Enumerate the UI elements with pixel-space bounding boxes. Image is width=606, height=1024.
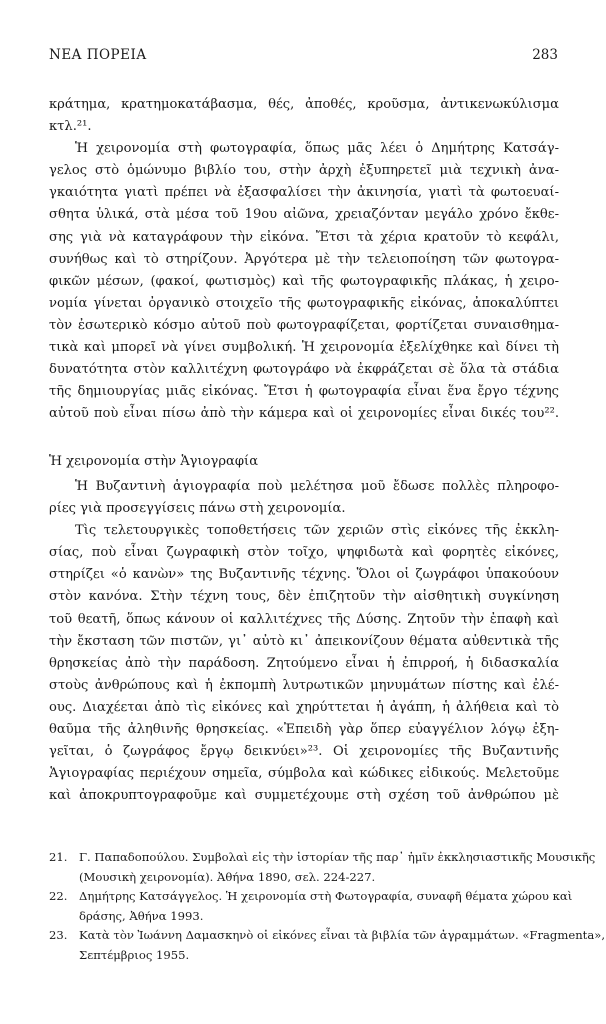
body-line: τῆς δημιουργίας μιᾶς εἰκόνας. Ἔτσι ἡ φωτογραφία εἶναι ἕνα ἔργο τέχνης <box>49 384 559 400</box>
body-line: ους. Διαχέεται ἀπὸ τὶς εἰκόνες καὶ χηρύττεται ἡ ἀγάπη, ἡ ἀλήθεια καὶ τὸ <box>49 699 559 715</box>
footnote-23 <box>49 926 606 965</box>
body-line: καὶ ἀποκρυπτογραφοῦμε καὶ συμμετέχουμε στὴ σχέση τοῦ ἀνθρώπου μὲ <box>49 788 559 804</box>
footnote-number: 23. <box>49 928 68 943</box>
footnote-text: δράσης, Ἀθήνα 1993. <box>79 908 204 923</box>
body-line: στηρίζει «ὁ κανὼν» της Βυζαντινῆς τέχνης. Ὅλοι οἱ ζωγράφοι ὑπακούουν <box>49 567 559 583</box>
running-title: ΝΕΑ ΠΟΡΕΙΑ <box>49 47 147 63</box>
body-line: Ἡ χειρονομία στὴ φωτογραφία, ὅπως μᾶς λέει ὁ Δημήτρης Κατσάγ- <box>75 141 559 157</box>
section-heading: Ἡ χειρονομία στὴν Ἁγιογραφία <box>49 454 259 469</box>
footnote-text: Κατὰ τὸν Ἰωάννη Δαμασκηνὸ οἱ εἰκόνες εἶναι τὰ βιβλία τῶν ἀγραμμάτων. «Fragmenta», <box>79 928 606 943</box>
body-line: τοῦ θεατῆ, ὅπως κάνουν οἱ καλλιτέχνες τῆς Δύσης. Ζητοῦν τὴν ἐπαφὴ καὶ <box>49 611 559 627</box>
body-line: θαῦμα τῆς ἀληθινῆς θρησκείας. «Ἐπειδὴ γὰρ ὅπερ εὐαγγέλιον λόγῳ ἐξη- <box>49 722 559 738</box>
body-line: φικῶν μέσων, (φακοί, φωτισμὸς) καὶ τῆς φωτογραφικῆς πλάκας, ἡ χειρο- <box>49 273 559 289</box>
body-line: τικὰ καὶ μπορεῖ νὰ γίνει συμβολική. Ἡ χειρονομία ἐξελίχθηκε καὶ δίνει τὴ <box>49 340 559 356</box>
body-text-block-2 <box>49 476 559 807</box>
footnotes <box>49 848 606 966</box>
body-line: σης γιὰ νὰ καταγράφουν τὴν εἰκόνα. Ἔτσι τὰ χέρια κρατοῦν τὸ κεφάλι, <box>49 229 559 245</box>
body-line: γελος στὸ ὁμώνυμο βιβλίο του, στὴν ἀρχὴ ἐξυπηρετεῖ μιὰ τεχνικὴ ἀνα- <box>49 163 559 179</box>
body-line: νομία γίνεται ὀργανικὸ στοιχεῖο τῆς φωτογραφικῆς εἰκόνας, ἀποκαλύπτει <box>49 295 559 311</box>
footnote-number: 22. <box>49 889 68 904</box>
body-line: δυνατότητα στὸν καλλιτέχνη φωτογράφο νὰ ἐκφράζεται σὲ ὅλα τὰ στάδια <box>49 362 559 378</box>
body-line: τὸν ἐσωτερικὸ κόσμο αὐτοῦ ποὺ φωτογραφίζεται, φορτίζεται συναισθημα- <box>49 317 559 333</box>
page-number: 283 <box>532 47 558 63</box>
body-line: Τὶς τελετουργικὲς τοποθετήσεις τῶν χεριῶν στὶς εἰκόνες τῆς ἐκκλη- <box>75 523 559 539</box>
body-line: σθητα ὑλικά, στὰ μέσα τοῦ 19ου αἰῶνα, χρειαζόνταν μεγάλο χρόνο ἔκθε- <box>49 207 559 223</box>
footnote-21 <box>49 848 596 887</box>
body-line: γεῖται, ὁ ζωγράφος ἔργῳ δεικνύει»²³. Οἱ χειρονομίες τῆς Βυζαντινῆς <box>49 744 559 760</box>
body-line: κτλ.²¹. <box>49 119 92 135</box>
body-line: σίας, ποὺ εἶναι ζωγραφικὴ στὸν τοῖχο, ψηφιδωτὰ καὶ φορητὲς εἰκόνες, <box>49 545 559 561</box>
footnote-text: Γ. Παπαδοπούλου. Συμβολαὶ εἰς τὴν ἱστορίαν τῆς παρ᾽ ἡμῖν ἐκκλησιαστικῆς Μουσικῆς <box>79 850 596 864</box>
footnote-divider <box>49 835 169 836</box>
footnote-text: (Μουσικὴ χειρονομία). Ἀθήνα 1890, σελ. 224-227. <box>79 869 376 884</box>
body-line: στὸν κανόνα. Στὴν τέχνη τους, δὲν ἐπιζητοῦν τὴν αἰσθητικὴ συγκίνηση <box>49 589 559 605</box>
body-line: θρησκείας ἀπὸ τὴν παράδοση. Ζητούμενο εἶναι ἡ ἐπιρροή, ἡ διδασκαλία <box>49 655 559 671</box>
body-line: στοὺς ἀνθρώπους καὶ ἡ ἐκπομπὴ λυτρωτικῶν μηνυμάτων πίστης καὶ ἐλέ- <box>49 677 559 693</box>
body-line: κράτημα, κρατημοκατάβασμα, θές, ἀποθές, κροῦσμα, ἀντικενωκύλισμα <box>49 97 559 112</box>
body-line: Ἡ Βυζαντινὴ ἁγιογραφία ποὺ μελέτησα μοῦ ἔδωσε πολλὲς πληροφο- <box>75 479 559 494</box>
body-text-block-1 <box>49 94 559 425</box>
body-line: γκαιότητα γιατὶ πρέπει νὰ ἐξασφαλίσει τὴν ἀκινησία, γιατὶ τὰ φωτοευαί- <box>49 185 559 201</box>
body-line: αὐτοῦ ποὺ εἶναι πίσω ἀπὸ τὴν κάμερα καὶ οἱ χειρονομίες εἶναι δικές του²². <box>49 406 559 422</box>
body-line: συνήθως καὶ τὸ στηρίζουν. Ἀργότερα μὲ τὴν τελειοποίηση τῶν φωτογρα- <box>49 251 559 267</box>
body-line: ρίες γιὰ προσεγγίσεις πάνω στὴ χειρονομία. <box>49 501 346 517</box>
body-line: τὴν ἔκσταση τῶν πιστῶν, γι᾽ αὐτὸ κι᾽ ἀπεικονίζουν θέματα αὐθεντικὰ τῆς <box>49 633 559 649</box>
footnote-text: Δημήτρης Κατσάγγελος. Ἡ χειρονομία στὴ Φωτογραφία, συναφῆ θέματα χώρου καὶ <box>79 889 573 904</box>
footnote-number: 21. <box>49 850 68 864</box>
footnote-text: Σεπτέμβριος 1955. <box>79 947 190 962</box>
footnote-22 <box>49 887 573 926</box>
body-line: Ἁγιογραφίας περιέχουν σημεῖα, σύμβολα καὶ κώδικες εἰδικούς. Μελετοῦμε <box>49 766 559 782</box>
